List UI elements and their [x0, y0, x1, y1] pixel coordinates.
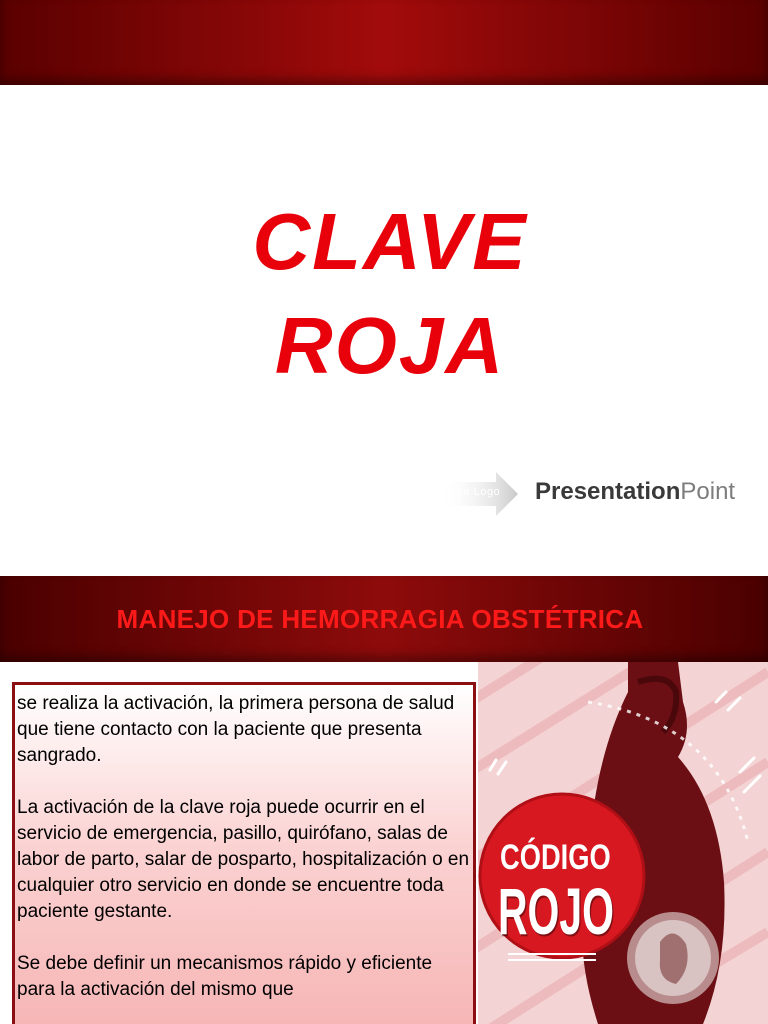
brand-logo	[535, 478, 735, 506]
content-slide	[0, 576, 768, 1024]
logo-area	[440, 472, 760, 518]
content-header-band	[0, 576, 768, 662]
illustration-line-1: CÓDIGO	[500, 838, 611, 877]
header-band	[0, 0, 768, 85]
codigo-rojo-illustration	[478, 662, 768, 1024]
brand-bold: Presentation	[535, 478, 681, 505]
illustration-line-2: ROJO	[498, 874, 614, 948]
title-line-1: CLAVE	[252, 197, 528, 286]
logo-placeholder-text: Your Logo	[446, 486, 501, 498]
brand-light: Point	[680, 478, 736, 505]
title-line-2: ROJA	[274, 301, 506, 390]
text-box	[12, 682, 476, 1024]
paragraph-1: se realiza la activación, la primera persona de salud que tiene contacto con la paciente que presenta sangrado.	[17, 693, 455, 766]
slide-title	[0, 190, 768, 398]
content-title: MANEJO DE HEMORRAGIA OBSTÉTRICA	[116, 604, 644, 634]
paragraph-2: La activación de la clave roja puede ocurrir en el servicio de emergencia, pasillo, quirófano, salas de labor de parto, salar de posparto, hospitalización o en cualquier otro servicio en donde se encuentre toda paciente gestante.	[17, 797, 470, 922]
paragraph-3: Se debe definir un mecanismos rápido y eficiente para la activación del mismo que	[17, 953, 433, 1000]
